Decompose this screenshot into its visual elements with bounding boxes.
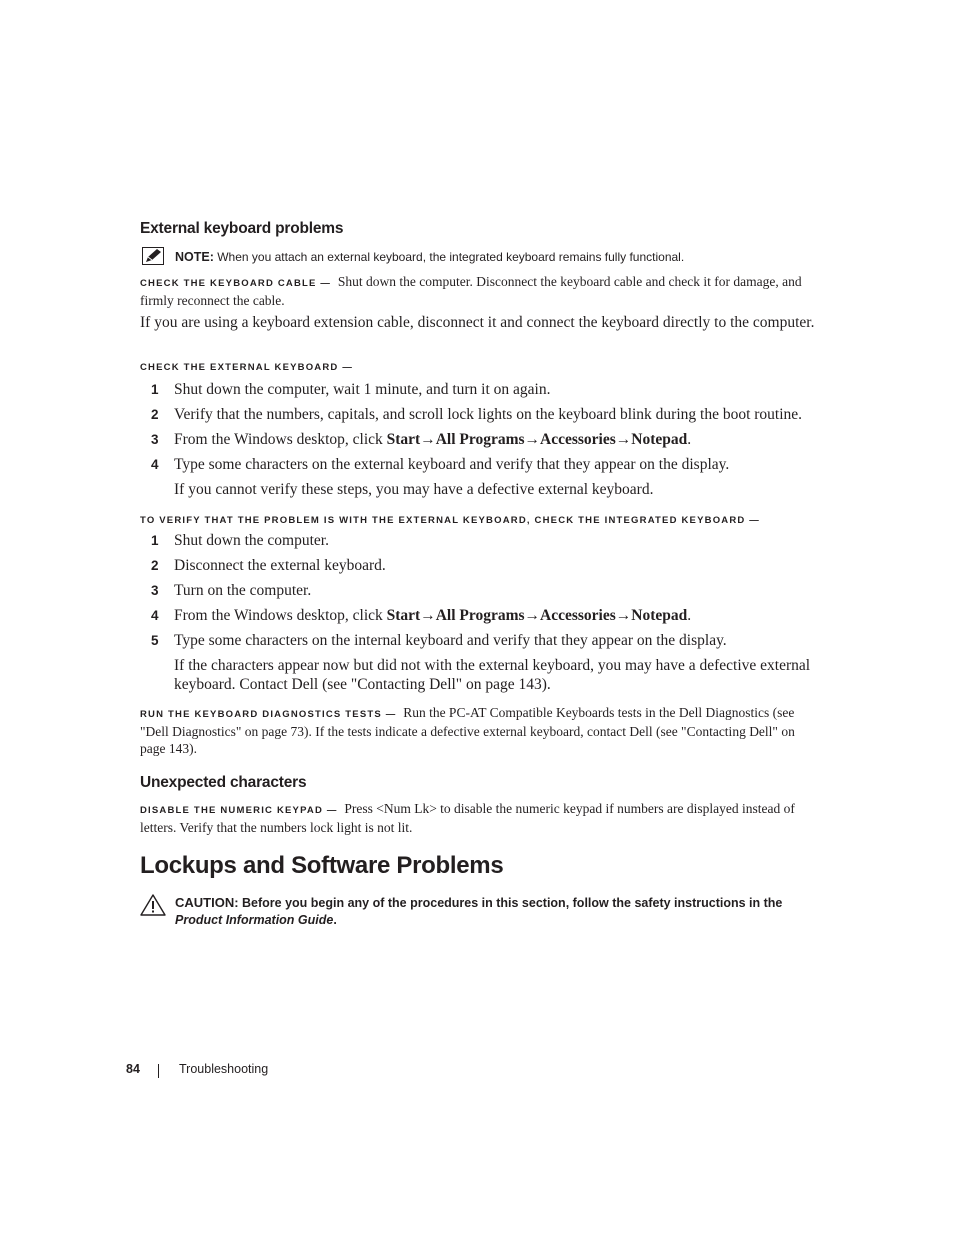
check-cable-text: Shut down the computer. Disconnect the keyboard cable and check it for damage, and firmly reconnect the cable. [140, 274, 802, 308]
section-title-external-keyboard: External keyboard problems [140, 220, 344, 237]
step-text: Disconnect the external keyboard. [174, 557, 386, 574]
list-item [140, 631, 815, 656]
list-item [140, 531, 815, 556]
step-text: Shut down the computer, wait 1 minute, and turn it on again. [174, 381, 551, 398]
caution-text: Before you begin any of the procedures in this section, follow the safety instructions in the [242, 896, 783, 910]
steps-list-integrated [140, 531, 815, 656]
step-number: 5 [151, 633, 159, 648]
list-item [140, 606, 815, 631]
section-title-unexpected: Unexpected characters [140, 774, 307, 791]
caution-triangle-icon [140, 894, 166, 916]
page-number: 84 [126, 1062, 140, 1076]
steps-list-external [140, 380, 815, 480]
run-diag-para [140, 704, 815, 757]
step-number: 1 [151, 382, 159, 397]
step-text [174, 430, 691, 449]
caution-end: . [333, 913, 337, 927]
list-item [140, 405, 815, 430]
step-number: 2 [151, 407, 159, 422]
menu-path: Start→All Programs→Accessories→Notepad [386, 431, 688, 448]
step-text: Turn on the computer. [174, 582, 312, 599]
list-item [140, 430, 815, 455]
step-prefix: From the Windows desktop, click [174, 431, 387, 448]
menu-path: Start→All Programs→Accessories→Notepad [386, 607, 688, 624]
step-text: Shut down the computer. [174, 532, 329, 549]
step-text [174, 606, 691, 625]
disable-keypad-para [140, 800, 815, 836]
step-number: 4 [151, 457, 159, 472]
note-label: NOTE: [175, 250, 214, 264]
check-external-para [140, 357, 815, 376]
verify-integrated-head: TO VERIFY THAT THE PROBLEM IS WITH THE EXTERNAL KEYBOARD, CHECK THE INTEGRATED KEYBOARD — [140, 515, 760, 526]
step-text: Verify that the numbers, capitals, and scroll lock lights on the keyboard blink during the boot routine. [174, 406, 803, 423]
list-item [140, 380, 815, 405]
list-item [140, 455, 815, 480]
step-prefix: From the Windows desktop, click [174, 607, 387, 624]
note-text: When you attach an external keyboard, the integrated keyboard remains fully functional. [217, 250, 685, 264]
steps-a-follow: If you cannot verify these steps, you may have a defective external keyboard. [174, 481, 654, 498]
page-title: Lockups and Software Problems [140, 852, 504, 879]
extension-para: If you are using a keyboard extension cable, disconnect it and connect the keyboard directly to the computer. [140, 314, 815, 331]
list-item [140, 556, 815, 581]
step-number: 2 [151, 558, 159, 573]
step-suffix: . [687, 607, 692, 624]
run-diag-text: Run the PC-AT Compatible Keyboards tests in the Dell Diagnostics (see "Dell Diagnostics" on page 73). If the tests indicate a defective external keyboard, contact Dell (see "Contacting Dell" on page 143). [140, 705, 795, 756]
caution-label: CAUTION: [175, 895, 239, 910]
check-cable-head: CHECK THE KEYBOARD CABLE — [140, 278, 332, 289]
footer-section: Troubleshooting [179, 1062, 269, 1076]
step-number: 3 [151, 583, 159, 598]
steps-b-follow: If the characters appear now but did not with the external keyboard, you may have a defective external keyboard. Contact Dell (see "Contacting Dell" on page 143). [174, 657, 811, 693]
check-cable-para [140, 273, 815, 309]
step-number: 3 [151, 432, 159, 447]
step-text: Type some characters on the internal keyboard and verify that they appear on the display. [174, 632, 727, 649]
pencil-note-icon [142, 247, 164, 265]
step-suffix: . [687, 431, 692, 448]
verify-integrated-para [140, 510, 815, 529]
caution-doc-title: Product Information Guide [175, 913, 334, 927]
step-number: 4 [151, 608, 159, 623]
list-item [140, 581, 815, 606]
footer-divider [158, 1064, 159, 1078]
step-text: Type some characters on the external keyboard and verify that they appear on the display. [174, 456, 730, 473]
run-diag-head: RUN THE KEYBOARD DIAGNOSTICS TESTS — [140, 709, 397, 720]
check-external-head: CHECK THE EXTERNAL KEYBOARD — [140, 362, 354, 373]
step-number: 1 [151, 533, 159, 548]
disable-keypad-text: Press <Num Lk> to disable the numeric keypad if numbers are displayed instead of letters. Verify that the numbers lock light is not lit. [140, 801, 795, 835]
disable-keypad-head: DISABLE THE NUMERIC KEYPAD — [140, 805, 338, 816]
